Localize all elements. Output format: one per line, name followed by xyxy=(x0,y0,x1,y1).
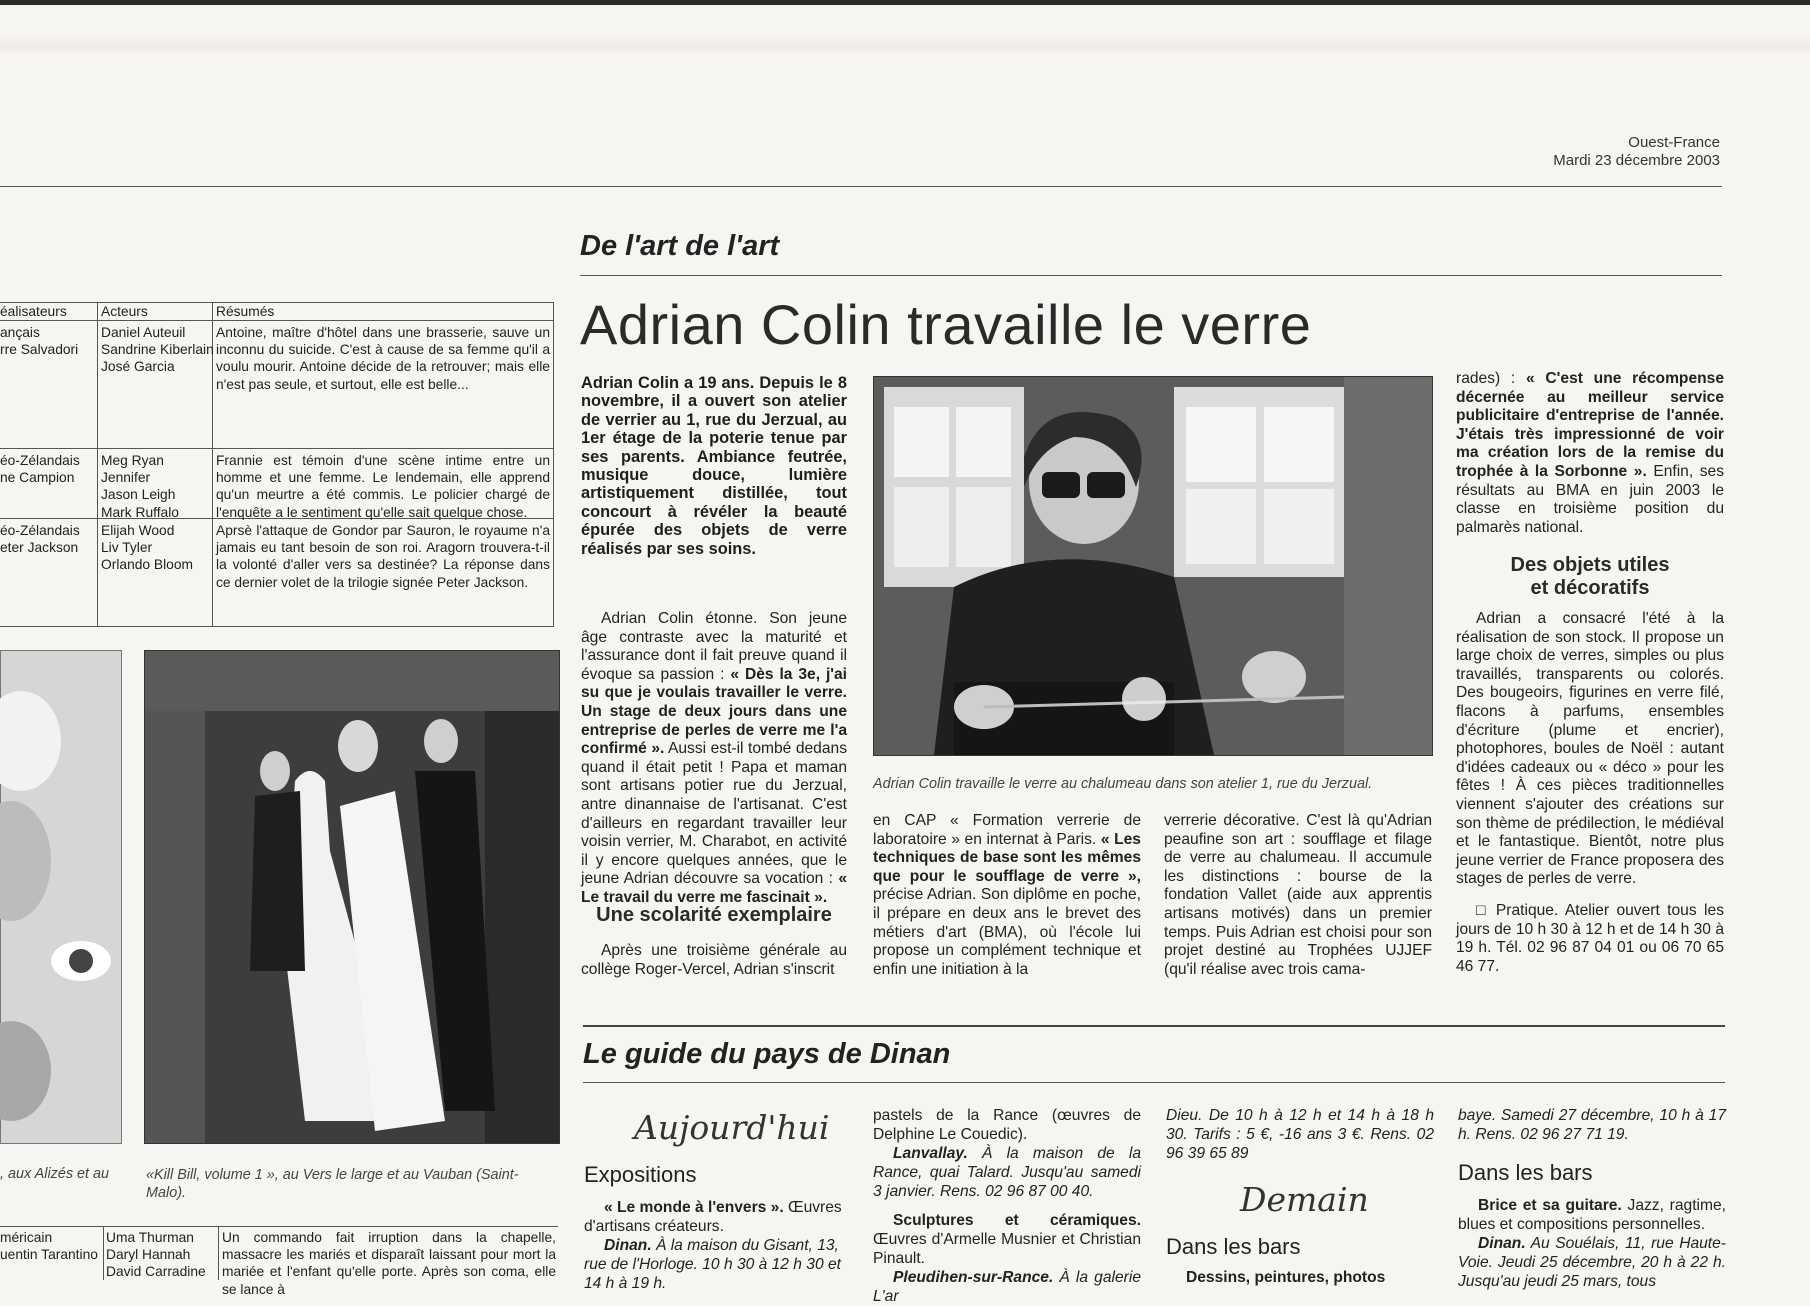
article-column-4-body xyxy=(1456,610,1724,889)
guide-column-4: baye. Samedi 27 décembre, 10 h à 17 h. Rens. 02 96 27 71 19. xyxy=(1458,1107,1726,1143)
table-row-actors: Elijah Wood Liv Tyler Orlando Bloom xyxy=(101,523,194,573)
col4-paragraph-2: Adrian a consacré l'été à la réalisation de son stock. Il propose un large choix de verres, simples ou plus travaillés, transparents ou colorés. Des bougeoirs, figurines en verre filé, flacons à parfums, ensembles d'écriture (plume et encrier), photophores, boules de Noël : autant d'idées cadeaux ou « déco » pour les fêtes ! À ces pièces traditionnelles viennent s'ajouter des créations sur son thème de prédilection, le médiéval et le fantastique. Bientôt, notre plus jeune verrier de France proposera des stages de perles de verre. xyxy=(1456,610,1724,888)
col1-text-c: Aussi est-il tombé dedans quand il était petit ! Papa et maman sont artisans potier rue du Jerzual, antre dinannaise de l'artisanat. C'est d'ailleurs en regardant travailler leur voisin verrier, M. Charabot, en activité il y encore quelques années, que le jeune Adrian découvre sa vocation : xyxy=(581,740,847,888)
film-table xyxy=(0,302,554,626)
header-rule xyxy=(0,186,1722,187)
nemo-caption: , aux Alizés et au xyxy=(0,1166,110,1182)
col2-text-c: précise Adrian. Son diplôme en poche, il prépare en deux ans le brevet des métiers d'art (BMA), où l'école lui propose un complément technique et enfin une initiation à la xyxy=(873,886,1141,978)
kill-bill-caption: «Kill Bill, volume 1 », au Vers le large et au Vauban (Saint-Malo). xyxy=(146,1167,519,1201)
page-top-edge xyxy=(0,0,1810,5)
table-row-summary: Aprsè l'attaque de Gondor par Sauron, le royaume n'a jamais eu tant besoin de son roi. Aragorn trouvera-t-il la volonté d'aller vers sa destinée? La réponse dans ce dernier volet de la trilogie signée Peter Jackson. xyxy=(216,523,550,590)
table-row-summary: Antoine, maître d'hôtel dans une brasserie, sauve un inconnu du suicide. C'est à cause de sa femme qu'il a voulu mourir. Antoine décide de la retrouver; mais elle n'est pas seule, et surtout, elle est belle... xyxy=(216,325,550,392)
section-rule xyxy=(580,275,1722,276)
article-column-4 xyxy=(1456,370,1724,537)
article-column-2 xyxy=(873,812,1141,979)
table-row: éo-Zélandais ne Campion xyxy=(0,453,80,486)
guide-tomorrow: Demain xyxy=(1240,1180,1369,1219)
glassblower-illustration xyxy=(874,377,1432,755)
subhead-objets-line1: Des objets utiles xyxy=(1510,554,1670,576)
masthead-info xyxy=(1553,134,1720,170)
article-column-1-end xyxy=(581,942,847,979)
guide-today: Aujourd'hui xyxy=(634,1108,830,1147)
table-row-actors: Meg Ryan Jennifer Jason Leigh Mark Ruffalo xyxy=(101,453,179,520)
table-row-summary: Frannie est témoin d'une scène intime entre un homme et une femme. Le lendemain, elle apprend qu'un meurtre a été commis. Le policier chargé de l'enquête a le sentiment qu'elle sait quelque chose. xyxy=(216,453,550,520)
article-lead: Adrian Colin a 19 ans. Depuis le 8 novembre, il a ouvert son atelier de verrier au 1, rue du Jerzual, au 1er étage de la poterie tenue par ses parents. Ambiance feutrée, musique douce, lumière artistiquement distillée, tout concourt à révéler la beauté épurée des objets de verre réalisés par ses soins. xyxy=(581,374,847,558)
article-column-1 xyxy=(581,610,847,908)
table-header-realisateurs: éalisateurs xyxy=(0,304,67,319)
nemo-illustration xyxy=(1,651,121,1143)
col4-text-c: Enfin, ses résultats au BMA en juin 2003 le classe en troisième position du palmarès national. xyxy=(1456,462,1724,536)
col1-quote-1: « Dès la 3e, j'ai su que je voulais travailler le verre. Un stage de deux jours dans une entreprise de perles de verre me l'a confirmé ». xyxy=(581,665,848,758)
subhead-objets xyxy=(1456,554,1724,600)
table-row-actors: Uma Thurman Daryl Hannah David Carradine xyxy=(106,1230,206,1280)
col2-quote: « Les techniques de base sont les mêmes que pour le soufflage de verre », xyxy=(873,830,1141,885)
paper-name: Ouest-France xyxy=(1628,134,1720,151)
article-headline: Adrian Colin travaille le verre xyxy=(580,293,1312,356)
section-title: De l'art de l'art xyxy=(580,230,780,262)
guide-top-rule xyxy=(583,1025,1725,1027)
pratique-info xyxy=(1456,902,1724,976)
col4-quote: « C'est une récompense décernée au meilleur service publicitaire d'entreprise de l'année. J'étais très impressionné de voir ma création lors de la remise du trophée à la Sorbonne ». xyxy=(1456,370,1724,480)
kill-bill-photo xyxy=(144,650,560,1144)
col1-paragraph-2: Après une troisième générale au collège Roger-Vercel, Adrian s'inscrit xyxy=(581,942,847,978)
photo-caption: Adrian Colin travaille le verre au chalumeau dans son atelier 1, rue du Jerzual. xyxy=(873,776,1373,792)
col3-text: verrerie décorative. C'est là qu'Adrian peaufine son art : soufflage et filage de verre au chalumeau. Il accumule les distinctions : bourse de la fondation Vallet (aide aux apprentis artisans motivés) dans un premier temps. Puis Adrian est choisi pour son projet destiné au Trophées UJJEF (qu'il réalise avec trois cama- xyxy=(1164,812,1432,978)
guide-column-3: Dieu. De 10 h à 12 h et 14 h à 18 h 30. Tarifs : 5 €, -16 ans 3 €. Rens. 02 96 39 65 89 xyxy=(1166,1107,1434,1162)
guide-bars-heading-2: Dans les bars xyxy=(1458,1160,1593,1185)
guide-column-1: « Le monde à l'envers ». Œuvres d'artisans créateurs. Dinan. À la maison du Gisant, 13, rue de l'Horloge. 10 h 30 à 12 h 30 et 14 h à 19 h. xyxy=(584,1199,842,1292)
table-row: ançais rre Salvadori xyxy=(0,325,79,358)
guide-column-4-body: Brice et sa guitare. Jazz, ragtime, blues et compositions personnelles. Dinan. Au Souélais, 11, rue Haute-Voie. Jeudi 25 décembre, 20 h à 22 h. Jusqu'au jeudi 25 mars, tous xyxy=(1458,1197,1726,1290)
pratique-text: □ Pratique. Atelier ouvert tous les jours de 10 h 30 à 12 h et de 14 h 30 à 19 h. Tél. 02 96 87 04 01 ou 06 70 65 46 77. xyxy=(1456,902,1724,975)
table-row-summary: Un commando fait irruption dans la chapelle, massacre les mariés et disparaît laissant pour mort la mariée et l'enfant qu'elle porte. Après son coma, elle se lance à xyxy=(222,1230,556,1297)
issue-date: Mardi 23 décembre 2003 xyxy=(1553,152,1720,169)
subhead-objets-line2: et décoratifs xyxy=(1530,577,1650,599)
guide-column-2: pastels de la Rance (œuvres de Delphine Le Couedic). Lanvallay. À la maison de la Rance, quai Talard. Jusqu'au samedi 3 janvier. Rens. 02 96 87 00 40. Sculptures et céramiques. Œuvres d'Armelle Musnier et Christian Pinault. Pleudihen-sur-Rance. À la galerie L'ar xyxy=(873,1107,1141,1305)
table-row-actors: Daniel Auteuil Sandrine Kiberlain José Garcia xyxy=(101,325,214,375)
guide-bars-heading-1: Dans les bars xyxy=(1166,1234,1301,1259)
glassblower-photo xyxy=(873,376,1433,756)
col4-text-a: rades) : xyxy=(1456,370,1527,387)
guide-rule xyxy=(583,1082,1725,1083)
nemo-photo xyxy=(0,650,122,1144)
table-row: méricain uentin Tarantino xyxy=(0,1230,98,1263)
col1-quote-2: « Le travail du verre me fascinait ». xyxy=(581,870,847,906)
table-row: éo-Zélandais eter Jackson xyxy=(0,523,80,556)
col1-text-a: Adrian Colin étonne. Son jeune âge contraste avec la maturité et l'assurance dont il fait preuve quand il évoque sa passion : xyxy=(581,610,847,683)
paper-fold xyxy=(0,36,1810,56)
table-header-acteurs: Acteurs xyxy=(101,304,148,319)
article-column-3 xyxy=(1164,812,1432,979)
guide-bars-item: Dessins, peintures, photos xyxy=(1186,1269,1386,1286)
col2-text-a: en CAP « Formation verrerie de laboratoire » en internat à Paris. xyxy=(873,812,1141,848)
guide-title: Le guide du pays de Dinan xyxy=(583,1038,951,1070)
guide-expositions-heading: Expositions xyxy=(584,1162,697,1187)
subhead-scolarite: Une scolarité exemplaire xyxy=(596,904,832,926)
table-header-resumes: Résumés xyxy=(216,304,275,319)
kill-bill-illustration xyxy=(145,651,559,1143)
